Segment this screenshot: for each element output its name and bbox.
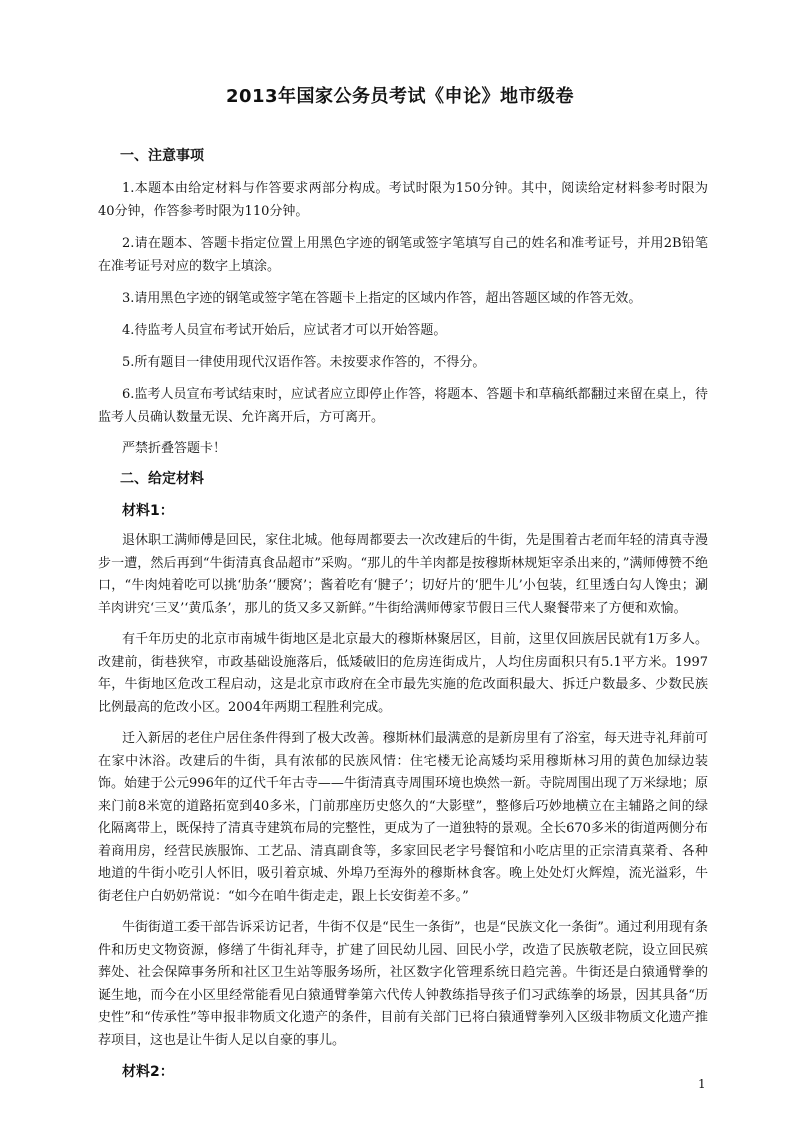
material-1-paragraph-2: 有千年历史的北京市南城牛街地区是北京最大的穆斯林聚居区，目前，这里仅回族居民就有1万多人。改建前，街巷狭窄，市政基础设施落后，低矮破旧的危房连街成片，人均住房面积只有5.1平方米。1997年，牛街地区危改工程启动，这是北京市政府在全市最先实施的危改面积最大、拆迁户数最多、少数民族比例最高的危改小区。2004年两期工程胜利完成。 xyxy=(98,632,708,715)
material-2-label: 材料2： xyxy=(122,1064,174,1080)
section-heading-notes: 一、注意事项 xyxy=(120,148,204,164)
material-1-label: 材料1： xyxy=(122,503,174,519)
document-title: 2013年国家公务员考试《申论》地市级卷 xyxy=(225,86,575,107)
section-heading-materials: 二、给定材料 xyxy=(120,471,204,487)
notice-item-4: 4.待监考人员宣布考试开始后，应试者才可以开始答题。 xyxy=(122,323,447,338)
notice-item-3: 3.请用黑色字迹的钢笔或签字笔在答题卡上指定的区域内作答，超出答题区域的作答无效。 xyxy=(122,291,642,306)
notice-item-6: 6.监考人员宣布考试结束时，应试者应立即停止作答，将题本、答题卡和草稿纸都翻过来留在桌上，待监考人员确认数量无误、允许离开后，方可离开。 xyxy=(98,387,708,425)
material-1-paragraph-1: 退休职工满师傅是回民，家住北城。他每周都要去一次改建后的牛街，先是围着古老而年轻的清真寺漫步一遭，然后再到“牛街清真食品超市”采购。“那儿的牛羊肉都是按穆斯林规矩宰杀出来的，”满师傅赞不绝口，“牛肉炖着吃可以挑‘肋条’‘腰窝’；酱着吃有‘腱子’；切好片的‘肥牛儿’小包装，红里透白勾人馋虫；涮羊肉讲究‘三叉’‘黄瓜条’，那儿的货又多又新鲜。”牛街给满师傅家节假日三代人聚餐带来了方便和欢愉。 xyxy=(98,533,708,616)
notice-item-2: 2.请在题本、答题卡指定位置上用黑色字迹的钢笔或签字笔填写自己的姓名和准考证号，并用2B铅笔在准考证号对应的数字上填涂。 xyxy=(98,236,708,274)
material-1-paragraph-3: 迁入新居的老住户居住条件得到了极大改善。穆斯林们最满意的是新房里有了浴室，每天进寺礼拜前可在家中沐浴。改建后的牛街，具有浓郁的民族风情：住宅楼无论高矮均采用穆斯林习用的黄色加绿边装饰。始建于公元996年的辽代千年古寺——牛街清真寺周围环境也焕然一新。寺院周围出现了万米绿地；原来门前8米宽的道路拓宽到40多米，门前那座历史悠久的“大影壁”，整修后巧妙地横立在主辅路之间的绿化隔离带上，既保持了清真寺建筑布局的完整性，更成为了一道独特的景观。全长670多米的街道两侧分布着商用房，经营民族服饰、工艺品、清真副食等，多家回民老字号餐馆和小吃店里的正宗清真菜肴、各种地道的牛街小吃引人怀旧，吸引着京城、外埠乃至海外的穆斯林食客。晚上处处灯火辉煌，流光溢彩，牛街老住户白奶奶常说：“如今在咱牛街走走，跟上长安街差不多。” xyxy=(98,731,708,904)
document-body xyxy=(98,145,708,1091)
material-1-paragraph-4: 牛街街道工委干部告诉采访记者，牛街不仅是“民生一条街”，也是“民族文化一条街”。通过利用现有条件和历史文物资源，修缮了牛街礼拜寺，扩建了回民幼儿园、回民小学，改造了民族敬老院，设立回民殡葬处、社会保障事务所和社区卫生站等服务场所，社区数字化管理系统日趋完善。牛街还是白猿通臂拳的诞生地，而今在小区里经常能看见白猿通臂拳第六代传人钟教练指导孩子们习武练拳的场景，因其具备“历史性”和“传承性”等申报非物质文化遗产的条件，目前有关部门已将白猿通臂拳列入区级非物质文化遗产推荐项目，这也是让牛街人足以自豪的事儿。 xyxy=(98,920,708,1048)
page-number: 1 xyxy=(698,1077,706,1091)
warning-text: 严禁折叠答题卡！ xyxy=(122,441,227,456)
notice-item-5: 5.所有题目一律使用现代汉语作答。未按要求作答的，不得分。 xyxy=(122,355,486,370)
notice-item-1: 1.本题本由给定材料与作答要求两部分构成。考试时限为150分钟。其中，阅读给定材料参考时限为40分钟，作答参考时限为110分钟。 xyxy=(98,181,708,219)
